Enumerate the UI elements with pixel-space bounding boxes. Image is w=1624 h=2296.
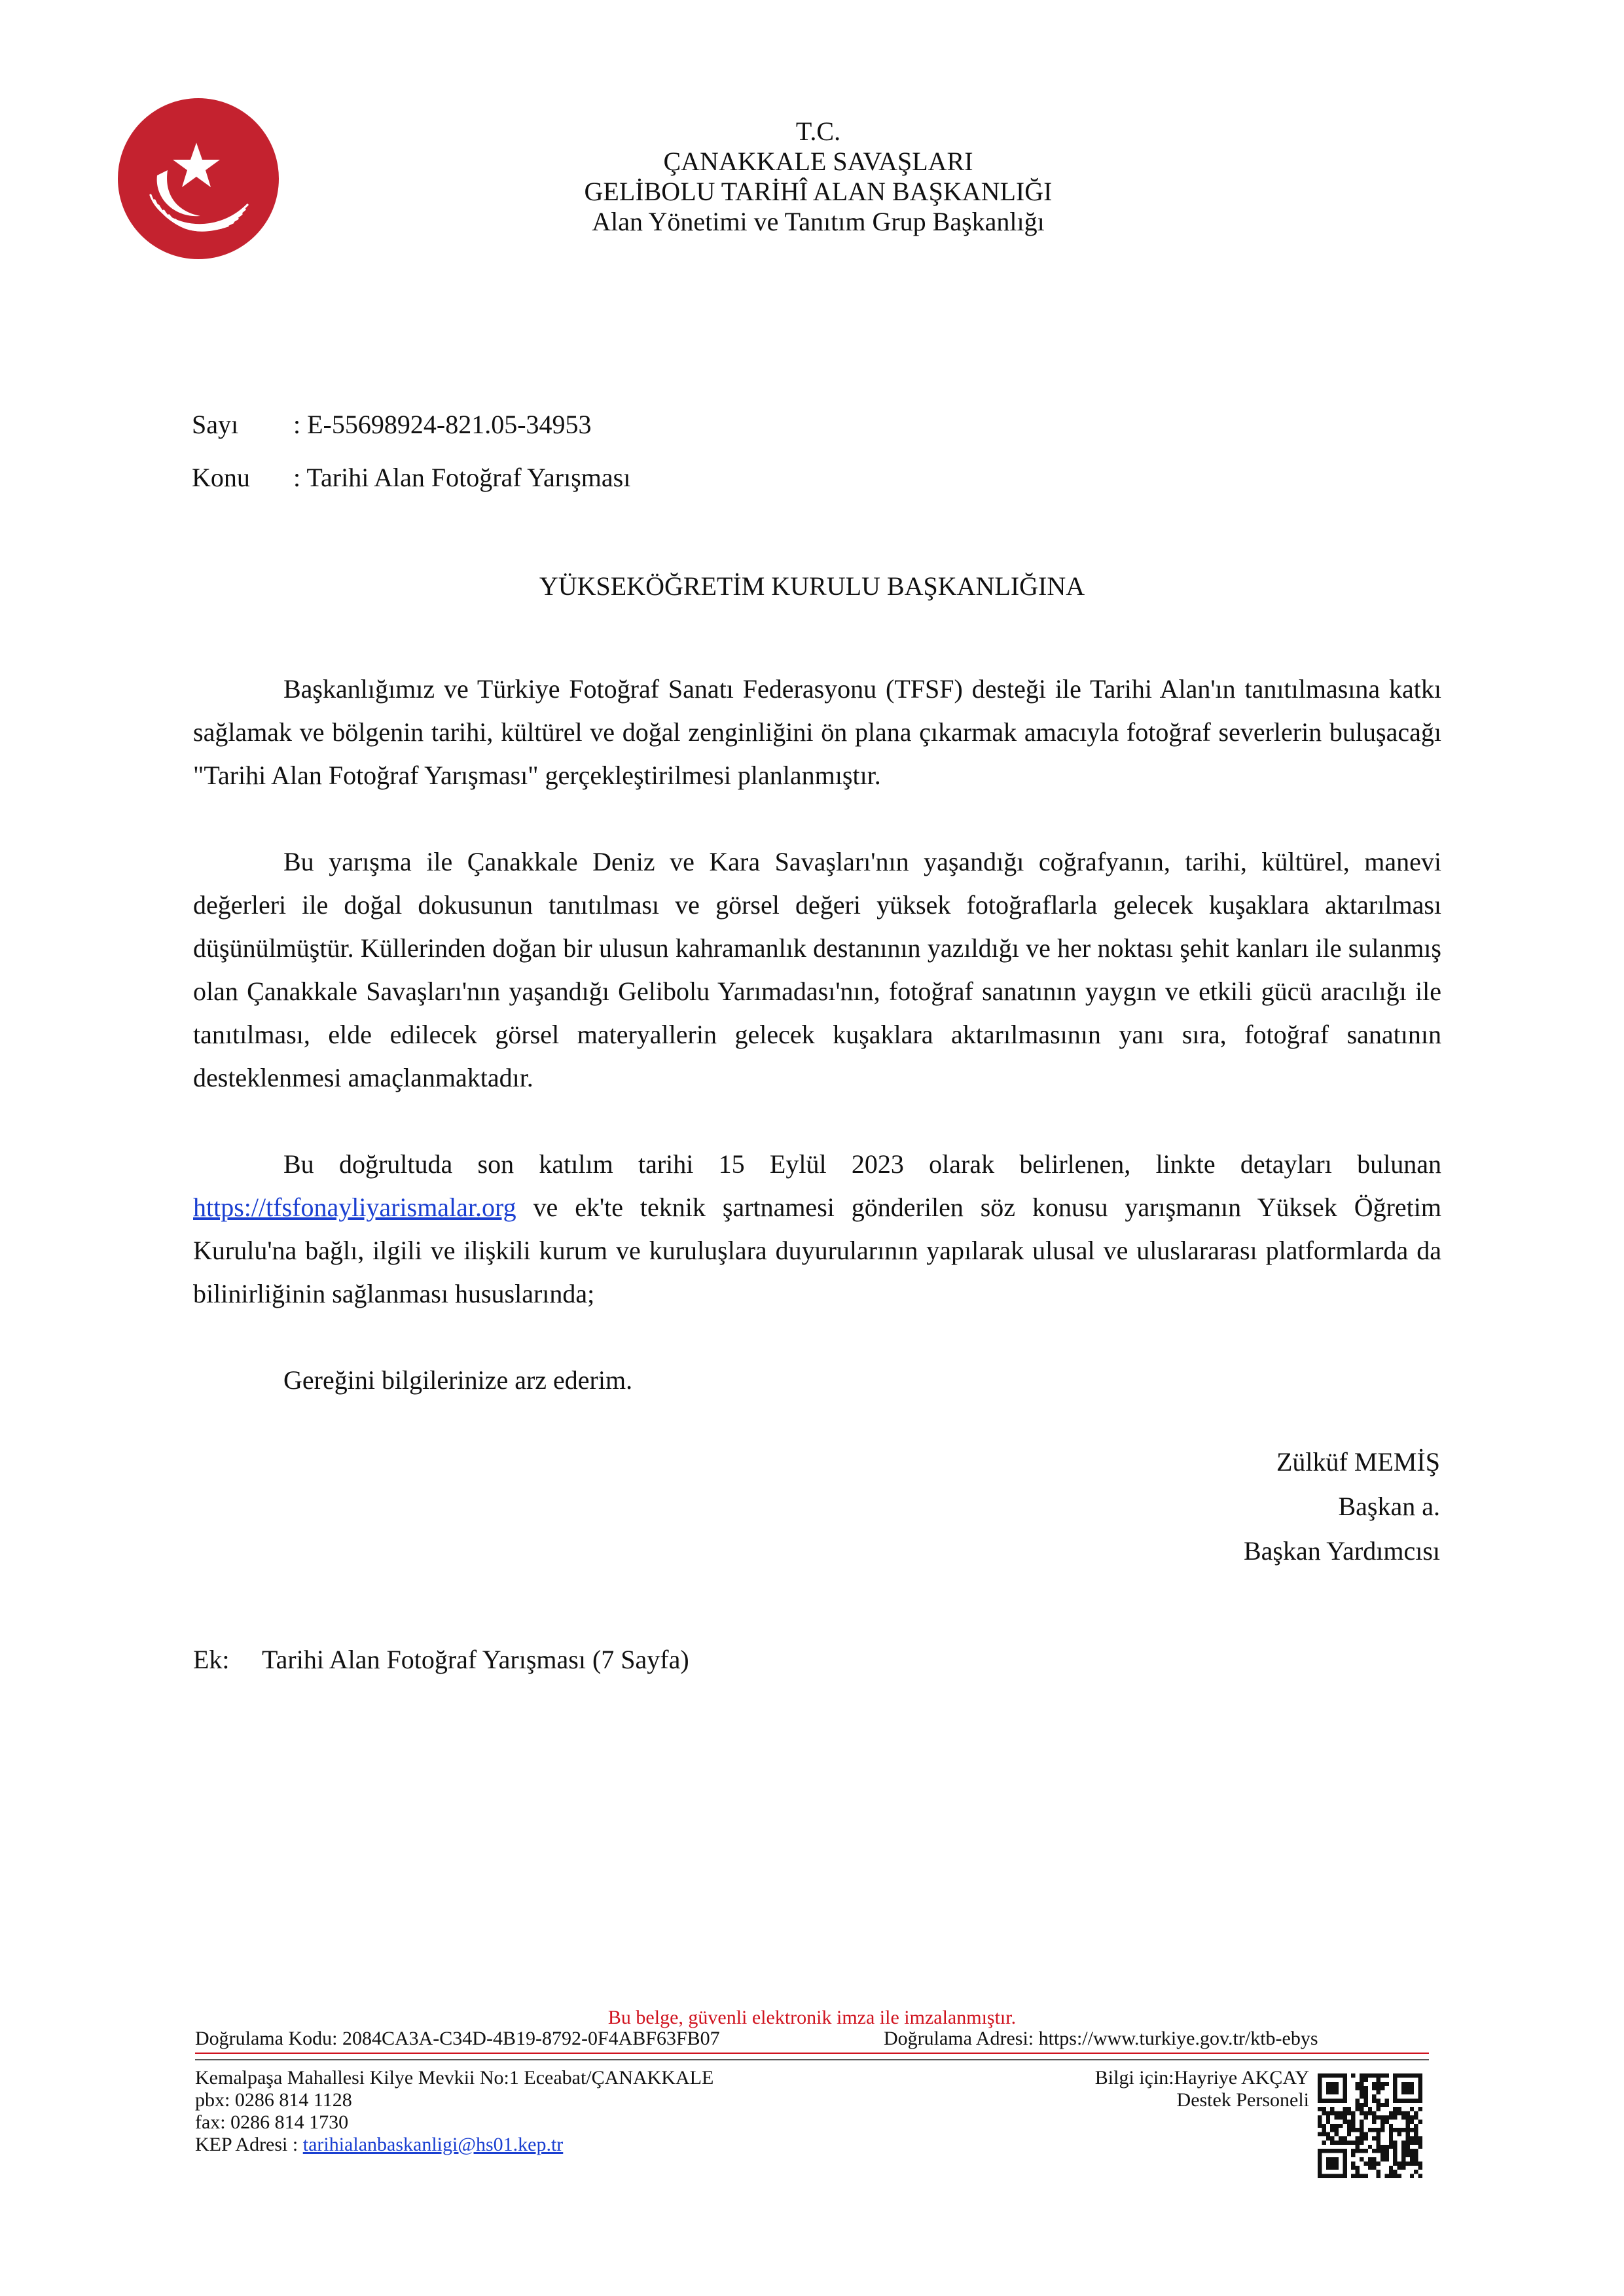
header-line-department: Alan Yönetimi ve Tanıtım Grup Başkanlığı xyxy=(592,207,1045,236)
kep-label: KEP Adresi : xyxy=(195,2134,303,2155)
verification-code: Doğrulama Kodu: 2084CA3A-C34D-4B19-8792-0F4ABF63FB07 xyxy=(195,2028,720,2049)
signatory-role: Başkan Yardımcısı xyxy=(1244,1536,1440,1566)
institution-logo xyxy=(117,97,280,260)
addressee: YÜKSEKÖĞRETİM KURULU BAŞKANLIĞINA xyxy=(539,571,1085,601)
competition-link[interactable]: https://tfsfonayliyarismalar.org xyxy=(193,1193,516,1222)
signatory-title: Başkan a. xyxy=(1338,1492,1440,1521)
sayi-value: : E-55698924-821.05-34953 xyxy=(293,410,592,439)
body-paragraph-4: Gereğini bilgilerinize arz ederim. xyxy=(283,1365,633,1395)
header-line-tc: T.C. xyxy=(795,117,841,146)
konu-label: Konu xyxy=(192,463,250,492)
footer-divider xyxy=(195,2059,1429,2060)
footer-contact: Bilgi için:Hayriye AKÇAY xyxy=(1094,2067,1309,2089)
sayi-label: Sayı xyxy=(192,410,239,439)
attachment-label: Ek: xyxy=(193,1645,230,1674)
footer-fax: fax: 0286 814 1730 xyxy=(195,2111,349,2133)
body-paragraph-2: Bu yarışma ile Çanakkale Deniz ve Kara Savaşları'nın yaşandığı coğrafyanın, tarihi, kültürel, manevi değerleri ile doğal dokusunun tanıtılması ve görsel değeri yüksek fotoğraflarla gelecek kuşaklara aktarılması düşünülmüştür. Küllerinden doğan bir ulusun kahramanlık destanının yazıldığı ve her noktası şehit kanları ile sulanmış olan Çanakkale Savaşları'nın yaşandığı Gelibolu Yarımadası'nın, fotoğraf sanatının yaygın ve etkili gücü aracılığı ile tanıtılması, elde edilecek görsel materyallerin gelecek kuşaklara aktarılmasının yanı sıra, fotoğraf sanatının desteklenmesi amaçlanmaktadır. xyxy=(193,847,1441,1092)
header-line-org: ÇANAKKALE SAVAŞLARI xyxy=(663,147,973,176)
verification-address: Doğrulama Adresi: https://www.turkiye.gov.tr/ktb-ebys xyxy=(884,2028,1318,2049)
signatory-name: Zülküf MEMİŞ xyxy=(1276,1447,1440,1477)
footer-pbx: pbx: 0286 814 1128 xyxy=(195,2089,352,2111)
body-paragraph-1: Başkanlığımız ve Türkiye Fotoğraf Sanatı Federasyonu (TFSF) desteği ile Tarihi Alan'ın tanıtılmasına katkı sağlamak ve bölgenin tarihi, kültürel ve doğal zenginliğini ön plana çıkarmak amacıyla fotoğraf severlerin buluşacağı "Tarihi Alan Fotoğraf Yarışması" gerçekleştirilmesi planlanmıştır. xyxy=(193,674,1441,790)
attachment-text: Tarihi Alan Fotoğraf Yarışması (7 Sayfa) xyxy=(262,1645,689,1674)
footer-contact-role: Destek Personeli xyxy=(1176,2089,1309,2111)
konu-value: : Tarihi Alan Fotoğraf Yarışması xyxy=(293,463,631,492)
footer-kep xyxy=(195,2134,563,2156)
qr-code-icon xyxy=(1318,2073,1422,2178)
footer-address: Kemalpaşa Mahallesi Kilye Mevkii No:1 Eceabat/ÇANAKKALE xyxy=(195,2067,714,2089)
footer-divider-red xyxy=(195,2053,1429,2054)
esign-notice: Bu belge, güvenli elektronik imza ile imzalanmıştır. xyxy=(607,2007,1017,2028)
kep-address-link[interactable]: tarihialanbaskanligi@hs01.kep.tr xyxy=(302,2134,564,2155)
header-line-presidency: GELİBOLU TARİHÎ ALAN BAŞKANLIĞI xyxy=(584,177,1053,206)
body-paragraph-3: Bu doğrultuda son katılım tarihi 15 Eylül 2023 olarak belirlenen, linkte detayları bulunan https://tfsfonayliyarismalar.org ve ek'te teknik şartnamesi gönderilen söz konusu yarışmanın Yüksek Öğretim Kurulu'na bağlı, ilgili ve ilişkili kurum ve kuruluşlara duyurularının yapılarak ulusal ve uluslararası platformlarda da bilinirliğinin sağlanması hususlarında; xyxy=(193,1149,1441,1308)
